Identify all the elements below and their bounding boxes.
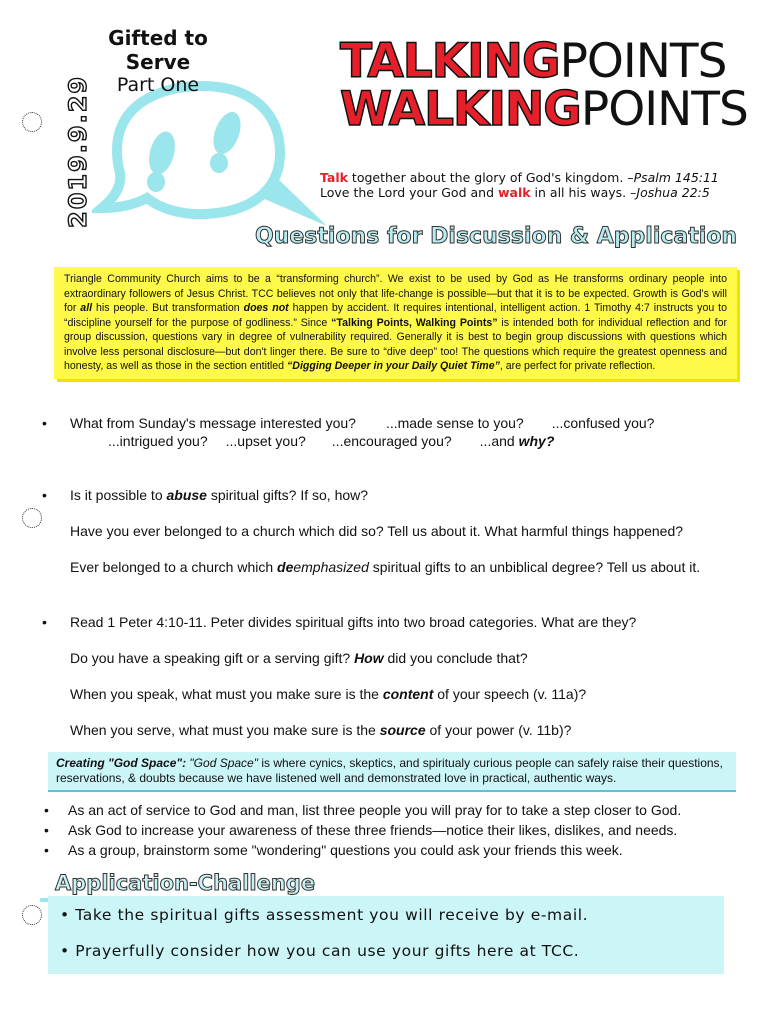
verse-1-ref: –Psalm 145:11 (627, 170, 719, 185)
question-3 (42, 613, 750, 739)
bullet: • (60, 906, 70, 924)
q1-c: ...confused you? (551, 415, 655, 431)
challenge-item-2 (60, 942, 579, 960)
god-space-box (48, 752, 736, 792)
action-item: As a group, brainstorm some "wondering" questions you could ask your friends this week. (68, 842, 623, 858)
speech-bubble-icon (92, 78, 332, 228)
god-space-em: "God Space" (189, 756, 258, 770)
action-list (44, 800, 758, 860)
q3-l3-post: of your speech (v. 11a)? (433, 686, 587, 702)
q3-l4-pre: When you serve, what must you make sure is the (70, 722, 380, 738)
q1-b: ...made sense to you? (385, 415, 524, 431)
verses (320, 170, 719, 200)
challenge-item-2-text: Prayerfully consider how you can use your gifts here at TCC. (75, 942, 580, 960)
q2-l3-em: emphasized (293, 559, 369, 575)
bullet: • (44, 842, 49, 858)
q3-l4-post: of your power (v. 11b)? (425, 722, 572, 738)
intro-text-2: his people. But transformation (92, 302, 244, 314)
q1-e: ...upset you? (225, 433, 306, 449)
bullet: • (42, 487, 47, 503)
bullet: • (42, 415, 47, 431)
question-2 (42, 486, 750, 576)
verse-2-start: Love the Lord your God and (320, 185, 498, 200)
verse-2-ref: –Joshua 22:5 (630, 185, 710, 200)
q2-l1-post: spiritual gifts? If so, how? (206, 487, 369, 503)
bullet: • (42, 614, 47, 630)
q3-l2-em: How (354, 650, 384, 666)
hole-punch-bottom (22, 905, 42, 925)
q3-l4-em: source (379, 722, 426, 738)
q3-l3-em: content (382, 686, 434, 702)
bullet: • (44, 802, 49, 818)
q3-l1: Read 1 Peter 4:10-11. Peter divides spiritual gifts into two broad categories. What are they? (70, 614, 637, 630)
q1-g-em: why? (518, 433, 555, 449)
challenge-box (48, 896, 724, 974)
hole-punch-middle (22, 508, 42, 528)
q1-d: ...intrigued you? (108, 433, 208, 449)
q1-f: ...encouraged you? (331, 433, 452, 449)
challenge-heading: Application-Challenge (55, 871, 316, 895)
page-subtitle: Part One (116, 74, 200, 96)
god-space-label: Creating "God Space": (56, 756, 187, 770)
action-item: As an act of service to God and man, list three people you will pray for to take a step closer to God. (68, 802, 682, 818)
q1-a: What from Sunday's message interested you? (70, 415, 356, 431)
bullet: • (44, 822, 49, 838)
intro-em-3: “Talking Points, Walking Points” (331, 316, 498, 329)
page-title: Gifted to Serve (108, 26, 208, 74)
q3-l3-pre: When you speak, what must you make sure is the (70, 686, 383, 702)
verse-2-text: in all his ways. (530, 185, 627, 200)
intro-text-3: happen by accident. It requires intentional, intelligent action. 1 Timothy 4:7 instructs you to “discipline yourself for the purpose of godliness.” Since (64, 302, 727, 329)
logo (340, 34, 748, 137)
q1-g: ...and (479, 433, 519, 449)
section-heading: Questions for Discussion & Application (255, 224, 738, 249)
verse-1-text: together about the glory of God's kingdom. (347, 170, 624, 185)
intro-text-4: is intended both for individual reflection and for group discussion, questions vary in degree of vulnerability required. Generally it is best to begin group discussions with questions which involve less personal disclosure—but don't linger there. Be sure to “dive deep” too! The questions which require the greatest openness and honesty, as well as those in the section entitled (64, 316, 727, 372)
q2-l1-em: abuse (166, 487, 207, 503)
q3-l2-pre: Do you have a speaking gift or a serving gift? (70, 650, 355, 666)
footprints-icon (145, 108, 246, 192)
intro-text-1: Triangle Community Church aims to be a “transforming church”. We exist to be used by God as He transforms ordinary people into extraordinary followers of Jesus Christ. TCC believes not only that life-change is possible—but that it is to be expected. Growth is God's will for (64, 273, 727, 314)
intro-em-2: does not (243, 302, 289, 314)
challenge-item-1-text: Take the spiritual gifts assessment you will receive by e-mail. (75, 906, 589, 924)
bullet: • (60, 942, 70, 960)
intro-em-4: “Digging Deeper in your Daily Quiet Time” (287, 360, 500, 372)
q2-l3-pre: Ever belonged to a church which (70, 559, 278, 575)
q2-l1-pre: Is it possible to (70, 487, 167, 503)
logo-points-1: POINTS (559, 34, 727, 89)
challenge-item-1 (60, 906, 588, 924)
q3-l2-post: did you conclude that? (383, 650, 528, 666)
date-label: 2019.9.29 (64, 74, 92, 228)
action-item: Ask God to increase your awareness of these three friends—notice their likes, dislikes, and needs. (68, 822, 678, 838)
intro-text-5: , are perfect for private reflection. (499, 360, 656, 372)
logo-points-2: POINTS (580, 82, 748, 137)
logo-walking: WALKING (340, 82, 581, 137)
verse-talk: Talk (320, 170, 348, 185)
hole-punch-top (22, 112, 42, 132)
q2-l3-post: spiritual gifts to an unbiblical degree? Tell us about it. (368, 559, 701, 575)
intro-em-1: all (80, 302, 93, 314)
question-1 (42, 414, 750, 450)
god-space-text: is where cynics, skeptics, and spiritualy curious people can safely raise their questions, reservations, & doubts because we have listened well and demonstrated love in practical, authentic ways. (56, 756, 723, 785)
logo-talking: TALKING (340, 34, 560, 89)
intro-box (54, 267, 737, 379)
q2-l3-em-bold: de (277, 559, 294, 575)
q2-l2: Have you ever belonged to a church which did so? Tell us about it. What harmful things happened? (70, 523, 684, 539)
verse-walk: walk (497, 185, 531, 200)
